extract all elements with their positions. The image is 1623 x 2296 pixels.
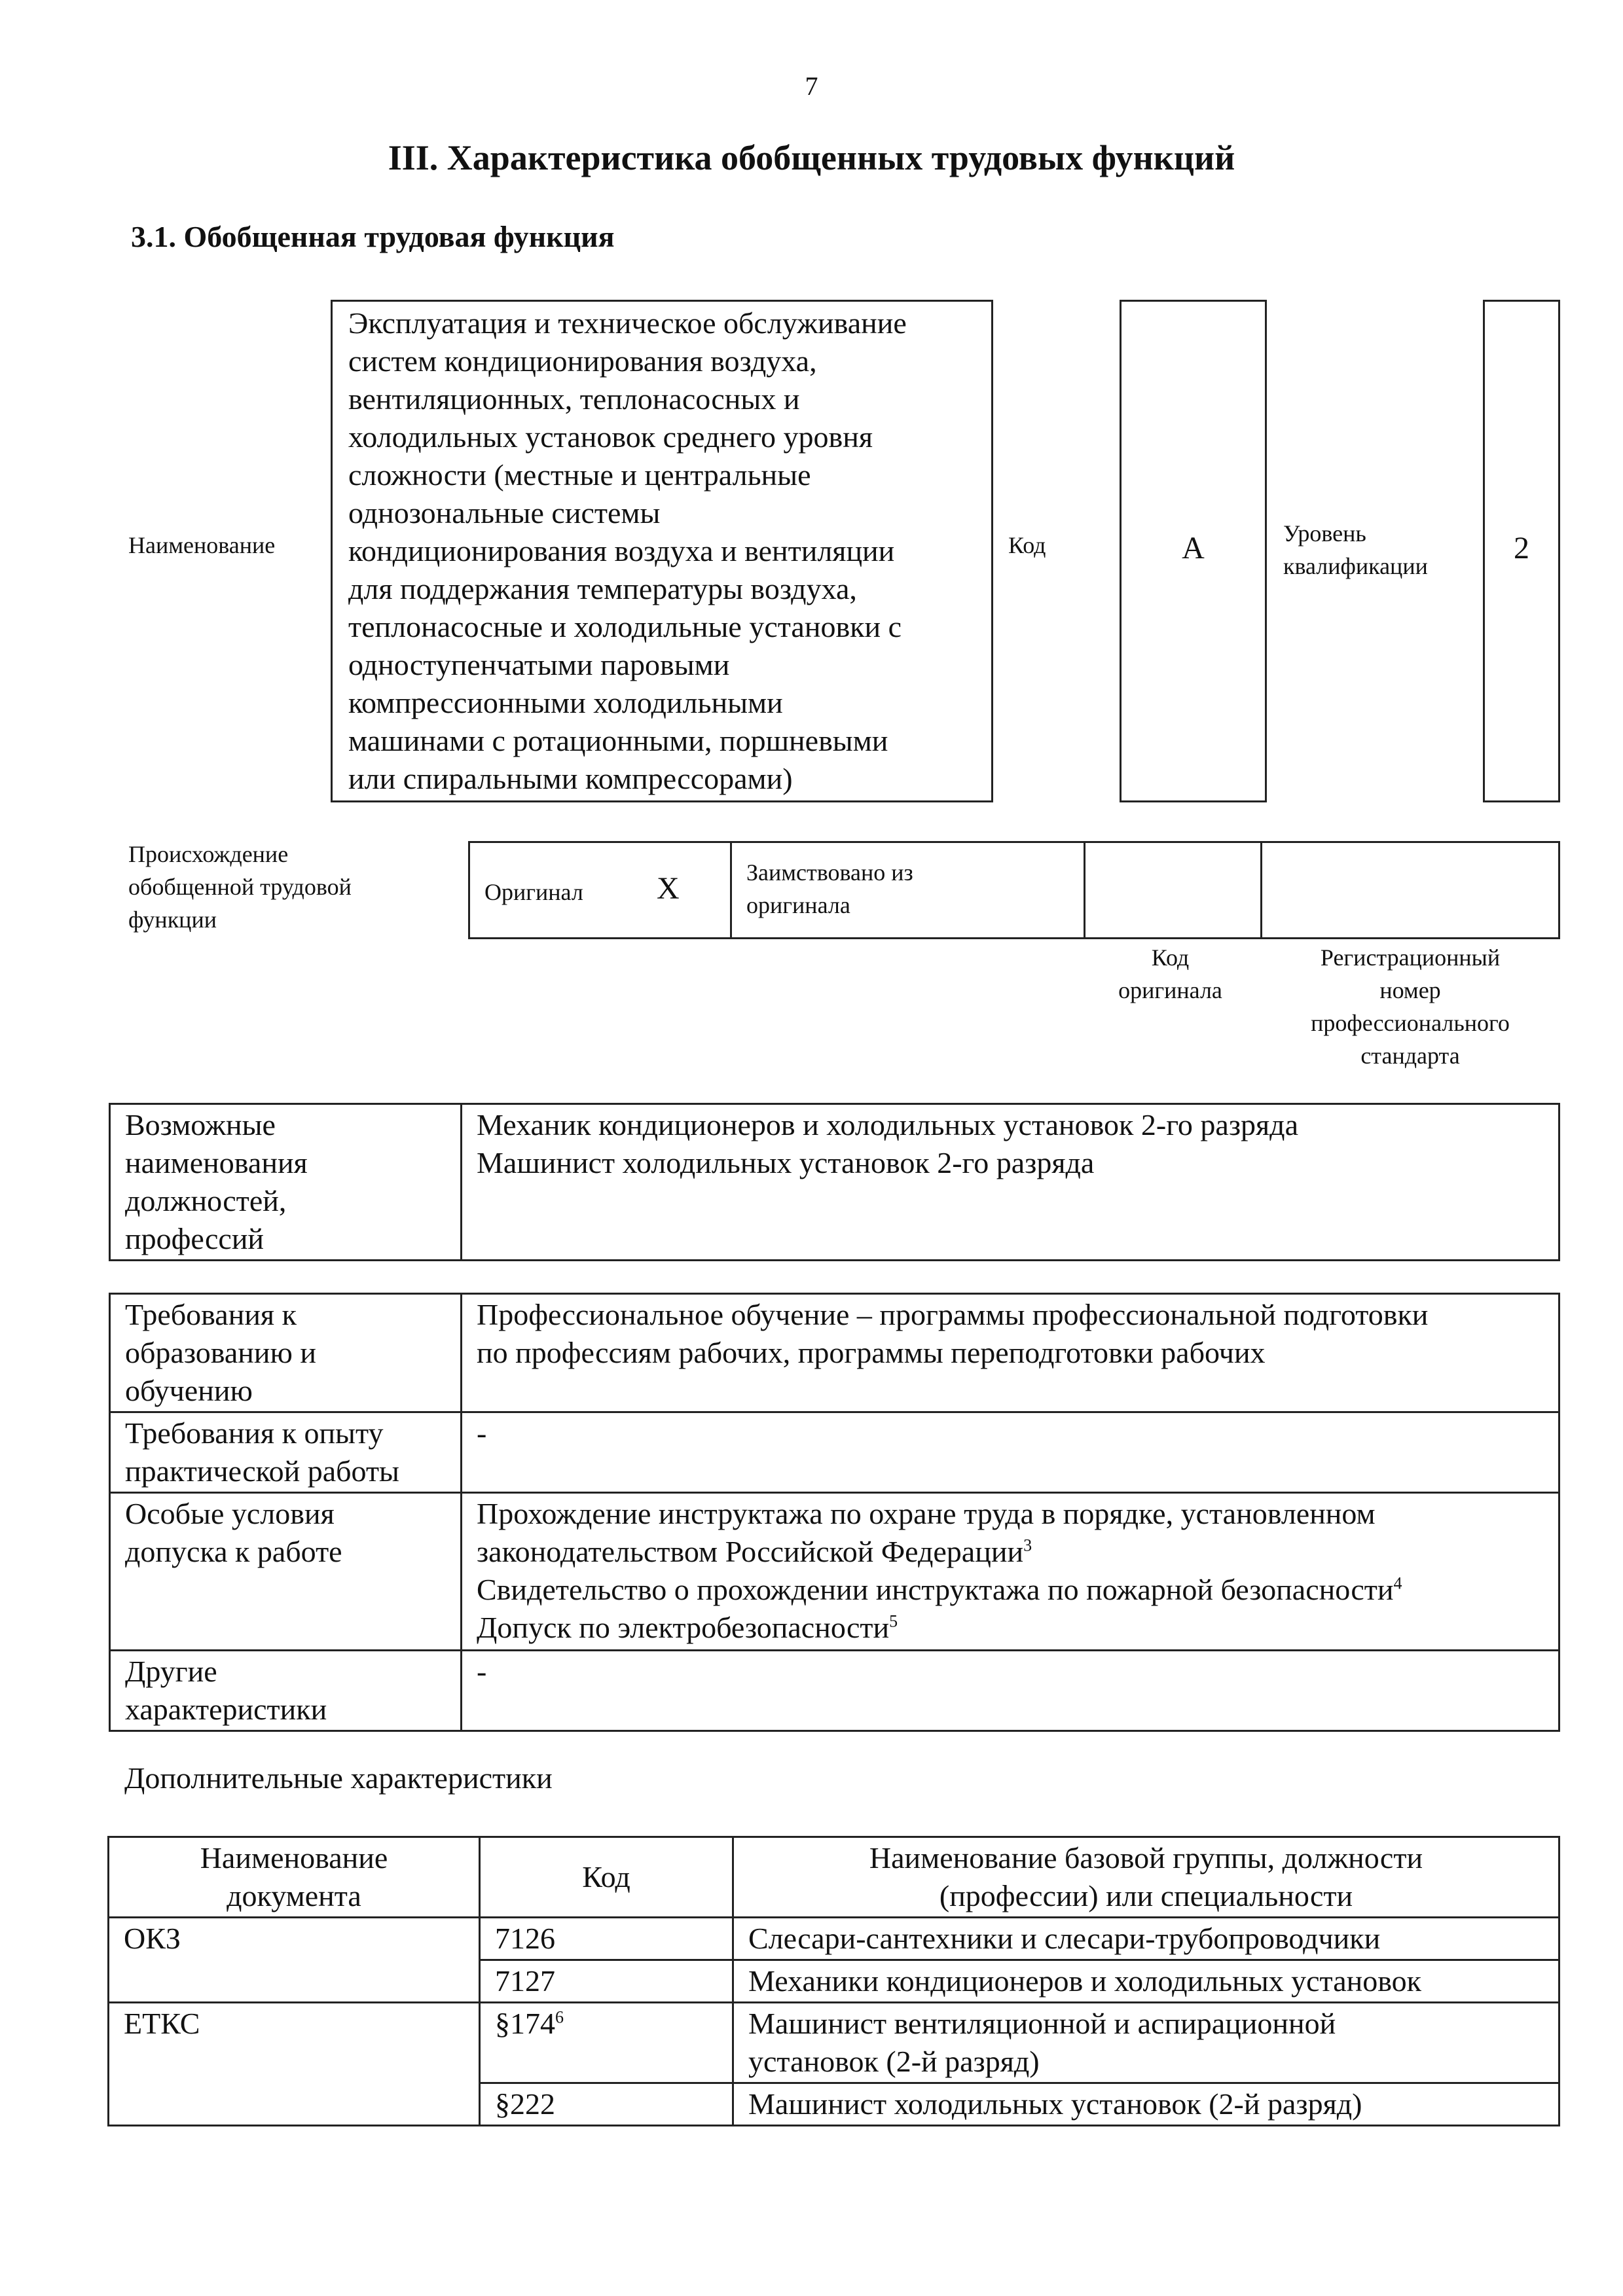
function-name-line: Эксплуатация и техническое обслуживание bbox=[348, 306, 907, 340]
doc-cell: ЕТКС bbox=[109, 2003, 480, 2083]
name-label: Наименование bbox=[128, 532, 276, 558]
header-line: документа bbox=[227, 1879, 361, 1912]
positions-label-line: наименования bbox=[125, 1146, 308, 1179]
experience-value-cell: - bbox=[462, 1412, 1559, 1493]
function-name-line: для поддержания температуры воздуха, bbox=[348, 572, 857, 605]
experience-label-line: практической работы bbox=[125, 1454, 399, 1488]
function-name-line: теплонасосные и холодильные установки с bbox=[348, 610, 902, 643]
subsection-title: 3.1. Обобщенная трудовая функция bbox=[131, 220, 615, 253]
doc-cell bbox=[109, 2083, 480, 2126]
caption-registration-number bbox=[1260, 941, 1560, 1072]
group-name-cell bbox=[733, 2083, 1559, 2126]
group-name-line: Машинист вентиляционной и аспирационной bbox=[748, 2007, 1336, 2040]
table-row bbox=[109, 2003, 1559, 2083]
header-name bbox=[733, 1837, 1559, 1918]
table-header-row bbox=[109, 1837, 1559, 1918]
origin-label-line: функции bbox=[128, 906, 217, 933]
other-label-line: характеристики bbox=[125, 1693, 327, 1726]
condition-text: Допуск по электробезопасности bbox=[477, 1611, 890, 1644]
education-label-line: образованию и bbox=[125, 1336, 316, 1369]
origin-cell-code bbox=[1085, 843, 1262, 937]
doc-cell: ОКЗ bbox=[109, 1918, 480, 1960]
function-name-line: одноступенчатыми паровыми bbox=[348, 648, 730, 681]
additional-title: Дополнительные характеристики bbox=[124, 1761, 553, 1795]
caption-line: номер bbox=[1379, 977, 1441, 1003]
function-name-line: кондиционирования воздуха и вентиляции bbox=[348, 534, 895, 567]
group-name-cell bbox=[733, 2003, 1559, 2083]
additional-table bbox=[107, 1836, 1560, 2126]
function-name-line: сложности (местные и центральные bbox=[348, 458, 811, 492]
condition-line bbox=[477, 1609, 1544, 1647]
header-code: Код bbox=[480, 1837, 733, 1918]
positions-table bbox=[109, 1103, 1560, 1261]
footnote-ref: 3 bbox=[1023, 1535, 1032, 1555]
condition-text: Свидетельство о прохождении инструктажа по пожарной безопасности bbox=[477, 1573, 1394, 1606]
other-label-line: Другие bbox=[125, 1655, 217, 1688]
positions-label-line: должностей, bbox=[125, 1184, 287, 1217]
origin-table bbox=[468, 841, 1560, 939]
doc-cell bbox=[109, 1960, 480, 2003]
level-label-line: Уровень bbox=[1283, 520, 1366, 547]
function-name-line: вентиляционных, теплонасосных и bbox=[348, 382, 800, 416]
positions-label-line: Возможные bbox=[125, 1108, 276, 1141]
education-value-cell bbox=[462, 1294, 1559, 1412]
positions-value-cell bbox=[462, 1104, 1559, 1261]
origin-label-line: Происхождение bbox=[128, 841, 289, 867]
other-label-cell bbox=[110, 1651, 462, 1731]
caption-line: оригинала bbox=[1118, 977, 1222, 1003]
table-row bbox=[109, 1960, 1559, 2003]
borrowed-label-line: Заимствовано из bbox=[746, 859, 913, 886]
table-row bbox=[110, 1294, 1559, 1412]
footnote-ref: 4 bbox=[1393, 1573, 1402, 1593]
conditions-label-line: Особые условия bbox=[125, 1497, 335, 1530]
borrowed-label-line: оригинала bbox=[746, 892, 850, 918]
function-name-line: или спиральными компрессорами) bbox=[348, 762, 793, 795]
conditions-value-cell bbox=[462, 1493, 1559, 1651]
header-line: (профессии) или специальности bbox=[939, 1879, 1353, 1912]
header-line: Наименование базовой группы, должности bbox=[869, 1841, 1423, 1874]
function-name-line: систем кондиционирования воздуха, bbox=[348, 344, 817, 378]
positions-label-cell bbox=[110, 1104, 462, 1261]
position-item: Механик кондиционеров и холодильных установок 2-го разряда bbox=[477, 1108, 1298, 1141]
requirements-table bbox=[109, 1293, 1560, 1732]
page-number: 7 bbox=[805, 71, 818, 101]
function-name-line: машинами с ротационными, поршневыми bbox=[348, 724, 888, 757]
original-mark: X bbox=[657, 871, 680, 906]
group-name-line: установок (2-й разряд) bbox=[748, 2045, 1040, 2078]
experience-label-line: Требования к опыту bbox=[125, 1416, 384, 1450]
function-name-line: компрессионными холодильными bbox=[348, 686, 783, 719]
function-name-line: однозональные системы bbox=[348, 496, 661, 529]
code-value: A bbox=[1182, 531, 1205, 565]
code-cell: 7126 bbox=[480, 1918, 733, 1960]
other-value-cell: - bbox=[462, 1651, 1559, 1731]
origin-label bbox=[128, 838, 352, 936]
code-text: §174 bbox=[495, 2007, 555, 2040]
code-cell: 7127 bbox=[480, 1960, 733, 2003]
table-row bbox=[109, 1918, 1559, 1960]
level-value: 2 bbox=[1514, 531, 1529, 565]
footnote-ref: 5 bbox=[889, 1611, 898, 1631]
education-label-line: обучению bbox=[125, 1374, 253, 1407]
education-line: по профессиям рабочих, программы переподготовки рабочих bbox=[477, 1336, 1266, 1369]
footnote-ref: 6 bbox=[555, 2007, 564, 2027]
group-name-line: Машинист холодильных установок (2-й разряд) bbox=[748, 2087, 1362, 2121]
conditions-label-cell bbox=[110, 1493, 462, 1651]
table-row bbox=[110, 1104, 1559, 1261]
caption-original-code bbox=[1084, 941, 1257, 1007]
caption-line: профессионального bbox=[1311, 1010, 1510, 1036]
condition-text: законодательством Российской Федерации bbox=[477, 1535, 1024, 1568]
condition-text: Прохождение инструктажа по охране труда в порядке, установленном bbox=[477, 1497, 1376, 1530]
table-row bbox=[109, 2083, 1559, 2126]
group-name-cell bbox=[733, 1960, 1559, 2003]
positions-label-line: профессий bbox=[125, 1222, 264, 1255]
function-name-line: холодильных установок среднего уровня bbox=[348, 420, 873, 454]
education-label-cell bbox=[110, 1294, 462, 1412]
level-label-line: квалификации bbox=[1283, 553, 1428, 579]
condition-line bbox=[477, 1495, 1544, 1533]
group-name-line: Слесари-сантехники и слесари-трубопроводчики bbox=[748, 1922, 1381, 1955]
origin-label-line: обобщенной трудовой bbox=[128, 874, 352, 900]
conditions-label-line: допуска к работе bbox=[125, 1535, 342, 1568]
education-line: Профессиональное обучение – программы профессиональной подготовки bbox=[477, 1298, 1429, 1331]
original-label: Оригинал bbox=[484, 879, 583, 905]
caption-line: Регистрационный bbox=[1320, 944, 1501, 971]
header-line: Наименование bbox=[200, 1841, 388, 1874]
condition-line bbox=[477, 1533, 1544, 1571]
experience-label-cell bbox=[110, 1412, 462, 1493]
position-item: Машинист холодильных установок 2-го разряда bbox=[477, 1146, 1095, 1179]
code-cell: §222 bbox=[480, 2083, 733, 2126]
borrowed-label bbox=[746, 856, 913, 922]
table-row bbox=[110, 1493, 1559, 1651]
caption-line: Код bbox=[1151, 944, 1190, 971]
section-title: III. Характеристика обобщенных трудовых функций bbox=[388, 138, 1235, 177]
group-name-cell bbox=[733, 1918, 1559, 1960]
level-label bbox=[1283, 517, 1428, 583]
function-name-box bbox=[331, 300, 993, 802]
group-name-line: Механики кондиционеров и холодильных установок bbox=[748, 1964, 1421, 1998]
table-row bbox=[110, 1412, 1559, 1493]
code-label: Код bbox=[1008, 532, 1046, 558]
header-document bbox=[109, 1837, 480, 1918]
caption-line: стандарта bbox=[1360, 1043, 1460, 1069]
education-label-line: Требования к bbox=[125, 1298, 297, 1331]
table-row bbox=[110, 1651, 1559, 1731]
condition-line bbox=[477, 1571, 1544, 1609]
code-cell bbox=[480, 2003, 733, 2083]
